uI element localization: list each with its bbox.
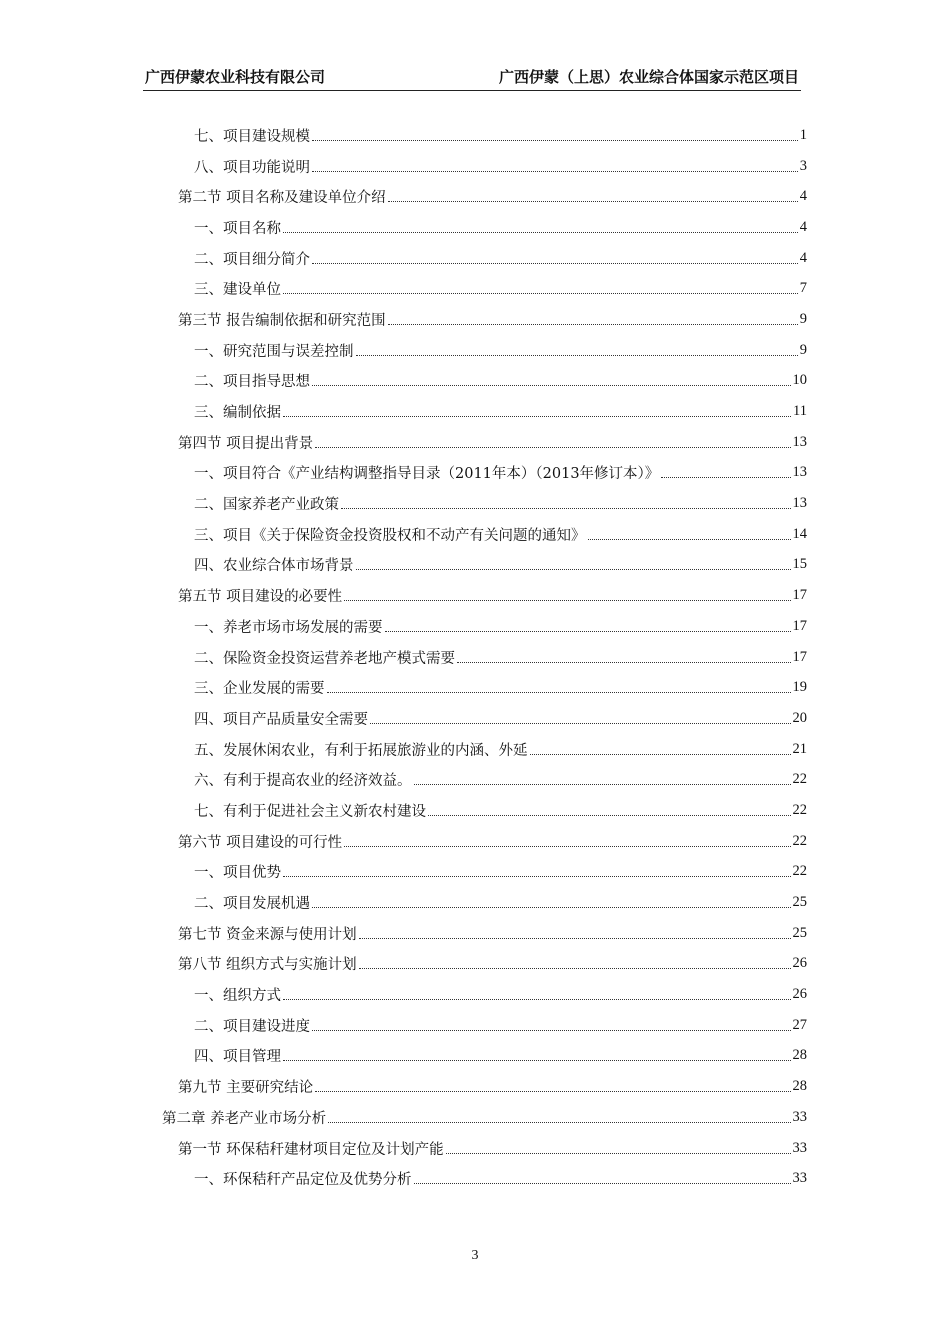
toc-entry[interactable]: [0, 703, 950, 734]
toc-entry[interactable]: [0, 826, 950, 857]
toc-entry-title: 第二章 养老产业市场分析: [162, 1110, 327, 1127]
toc-entry-title: 第八节 组织方式与实施计划: [178, 957, 357, 974]
toc-entry[interactable]: [0, 672, 950, 703]
toc-entry[interactable]: [0, 396, 950, 427]
toc-entry-title: 三、建设单位: [194, 282, 281, 299]
toc-dot-leader: [283, 1060, 791, 1061]
header-company-name: 广西伊蒙农业科技有限公司: [145, 68, 326, 86]
toc-dot-leader: [283, 416, 791, 417]
toc-entry[interactable]: [0, 1041, 950, 1072]
toc-entry-title: 一、研究范围与误差控制: [194, 343, 354, 360]
toc-entry-page: 19: [792, 679, 807, 696]
toc-entry-title: 四、项目产品质量安全需要: [194, 711, 368, 728]
toc-entry-page: 25: [792, 924, 807, 941]
toc-dot-leader: [356, 569, 791, 570]
toc-dot-leader: [359, 938, 791, 939]
toc-dot-leader: [315, 1091, 790, 1092]
toc-dot-leader: [344, 846, 790, 847]
toc-entry-page: 17: [792, 648, 807, 665]
toc-dot-leader: [312, 140, 798, 141]
toc-dot-leader: [414, 784, 791, 785]
toc-entry[interactable]: [0, 857, 950, 888]
toc-entry-title: 六、有利于提高农业的经济效益。: [194, 773, 412, 790]
toc-dot-leader: [312, 385, 791, 386]
toc-entry-page: 27: [792, 1016, 807, 1033]
toc-entry[interactable]: [0, 1163, 950, 1194]
toc-entry-page: 4: [799, 188, 807, 205]
toc-dot-leader: [341, 508, 791, 509]
toc-entry-page: 3: [799, 157, 807, 174]
toc-entry[interactable]: [0, 212, 950, 243]
toc-entry[interactable]: [0, 304, 950, 335]
toc-entry-title: 第一节 环保秸秆建材项目定位及计划产能: [178, 1141, 444, 1158]
toc-dot-leader: [283, 232, 798, 233]
toc-entry[interactable]: [0, 243, 950, 274]
toc-entry-title: 第四节 项目提出背景: [178, 435, 314, 452]
toc-entry-title: 一、养老市场市场发展的需要: [194, 619, 383, 636]
page-number: 3: [471, 1248, 479, 1263]
toc-dot-leader: [327, 692, 791, 693]
toc-entry-page: 26: [792, 955, 807, 972]
toc-entry[interactable]: [0, 1071, 950, 1102]
toc-entry[interactable]: [0, 1102, 950, 1133]
toc-dot-leader: [359, 968, 791, 969]
toc-entry-title: 二、项目建设进度: [194, 1018, 310, 1035]
toc-entry-page: 21: [792, 740, 807, 757]
toc-entry[interactable]: [0, 580, 950, 611]
toc-entry[interactable]: [0, 795, 950, 826]
toc-entry-page: 9: [799, 341, 807, 358]
toc-dot-leader: [312, 171, 798, 172]
toc-dot-leader: [315, 447, 790, 448]
toc-entry-title: 五、发展休闲农业，有利于拓展旅游业的内涵、外延: [194, 742, 528, 759]
toc-entry[interactable]: [0, 1133, 950, 1164]
toc-dot-leader: [388, 324, 798, 325]
toc-entry-page: 33: [792, 1139, 807, 1156]
toc-dot-leader: [414, 1183, 791, 1184]
toc-entry-page: 28: [792, 1078, 807, 1095]
toc-entry-page: 13: [792, 495, 807, 512]
toc-entry-page: 1: [799, 126, 807, 143]
toc-entry[interactable]: [0, 550, 950, 581]
toc-entry[interactable]: [0, 181, 950, 212]
toc-entry-title: 一、项目名称: [194, 220, 281, 237]
toc-entry[interactable]: [0, 611, 950, 642]
toc-dot-leader: [283, 999, 791, 1000]
toc-entry-page: 13: [792, 433, 807, 450]
toc-entry-page: 4: [799, 218, 807, 235]
toc-entry-page: 9: [799, 310, 807, 327]
toc-dot-leader: [428, 815, 791, 816]
toc-entry-page: 17: [792, 587, 807, 604]
toc-entry[interactable]: [0, 642, 950, 673]
toc-entry-title: 一、项目符合《产业结构调整指导目录（2011年本）（2013年修订本）》: [194, 466, 660, 483]
toc-entry-title: 第六节 项目建设的可行性: [178, 834, 343, 851]
toc-entry-title: 第七节 资金来源与使用计划: [178, 926, 357, 943]
toc-entry[interactable]: [0, 734, 950, 765]
toc-entry-page: 22: [792, 863, 807, 880]
toc-dot-leader: [344, 600, 790, 601]
toc-entry-title: 三、企业发展的需要: [194, 681, 325, 698]
toc-dot-leader: [312, 907, 791, 908]
toc-entry-title: 四、项目管理: [194, 1049, 281, 1066]
toc-dot-leader: [385, 631, 791, 632]
toc-dot-leader: [283, 876, 791, 877]
toc-entry-title: 第三节 报告编制依据和研究范围: [178, 312, 386, 329]
toc-entry-page: 26: [792, 986, 807, 1003]
toc-entry-page: 14: [792, 525, 807, 542]
toc-entry[interactable]: [0, 273, 950, 304]
toc-entry[interactable]: [0, 979, 950, 1010]
toc-dot-leader: [457, 662, 791, 663]
header-project-title: 广西伊蒙（上思）农业综合体国家示范区项目: [498, 68, 799, 86]
toc-entry[interactable]: [0, 918, 950, 949]
toc-entry-title: 二、项目细分简介: [194, 251, 310, 268]
toc-entry[interactable]: [0, 887, 950, 918]
toc-entry-page: 7: [799, 280, 807, 297]
toc-entry-page: 28: [792, 1047, 807, 1064]
toc-entry-page: 20: [792, 709, 807, 726]
toc-entry[interactable]: [0, 366, 950, 397]
toc-entry-page: 22: [792, 771, 807, 788]
toc-entry-title: 一、项目优势: [194, 865, 281, 882]
toc-entry-page: 22: [792, 801, 807, 818]
toc-entry-page: 13: [792, 464, 807, 481]
toc-entry-page: 4: [799, 249, 807, 266]
toc-dot-leader: [328, 1122, 790, 1123]
toc-entry-title: 第二节 项目名称及建设单位介绍: [178, 190, 386, 207]
toc-entry-page: 33: [792, 1108, 807, 1125]
toc-entry[interactable]: [0, 335, 950, 366]
toc-dot-leader: [446, 1153, 791, 1154]
toc-entry-page: 25: [792, 894, 807, 911]
toc-dot-leader: [588, 539, 791, 540]
toc-dot-leader: [661, 477, 790, 478]
page-header: [143, 64, 801, 91]
toc-dot-leader: [312, 263, 798, 264]
toc-dot-leader: [283, 293, 798, 294]
toc-entry[interactable]: [0, 488, 950, 519]
toc-entry-title: 四、农业综合体市场背景: [194, 558, 354, 575]
toc-entry-page: 22: [792, 832, 807, 849]
toc-entry-title: 二、保险资金投资运营养老地产模式需要: [194, 650, 455, 667]
toc-dot-leader: [312, 1030, 791, 1031]
toc-entry-title: 八、项目功能说明: [194, 159, 310, 176]
toc-entry-page: 33: [792, 1170, 807, 1187]
toc-entry[interactable]: [0, 120, 950, 151]
toc-entry[interactable]: [0, 949, 950, 980]
toc-entry-title: 二、国家养老产业政策: [194, 497, 339, 514]
toc-entry-page: 10: [792, 372, 807, 389]
toc-entry-title: 三、编制依据: [194, 405, 281, 422]
toc-entry-title: 三、项目《关于保险资金投资股权和不动产有关问题的通知》: [194, 527, 586, 544]
toc-dot-leader: [370, 723, 791, 724]
toc-entry-title: 二、项目发展机遇: [194, 896, 310, 913]
toc-dot-leader: [530, 754, 791, 755]
toc-entry[interactable]: [0, 458, 950, 489]
toc-entry-title: 第九节 主要研究结论: [178, 1080, 314, 1097]
toc-entry[interactable]: [0, 1010, 950, 1041]
toc-entry[interactable]: [0, 151, 950, 182]
toc-entry-title: 七、有利于促进社会主义新农村建设: [194, 803, 426, 820]
toc-entry-title: 七、项目建设规模: [194, 128, 310, 145]
toc-entry-title: 一、环保秸秆产品定位及优势分析: [194, 1172, 412, 1189]
toc-dot-leader: [388, 201, 798, 202]
toc-entry-title: 一、组织方式: [194, 988, 281, 1005]
toc-entry-title: 第五节 项目建设的必要性: [178, 589, 343, 606]
toc-entry-title: 二、项目指导思想: [194, 374, 310, 391]
toc-entry[interactable]: [0, 764, 950, 795]
toc-entry-page: 15: [792, 556, 807, 573]
toc-entry-page: 17: [792, 617, 807, 634]
toc-entry[interactable]: [0, 427, 950, 458]
toc-entry[interactable]: [0, 519, 950, 550]
table-of-contents: [0, 120, 950, 1194]
toc-entry-page: 11: [793, 403, 807, 420]
toc-dot-leader: [356, 355, 798, 356]
